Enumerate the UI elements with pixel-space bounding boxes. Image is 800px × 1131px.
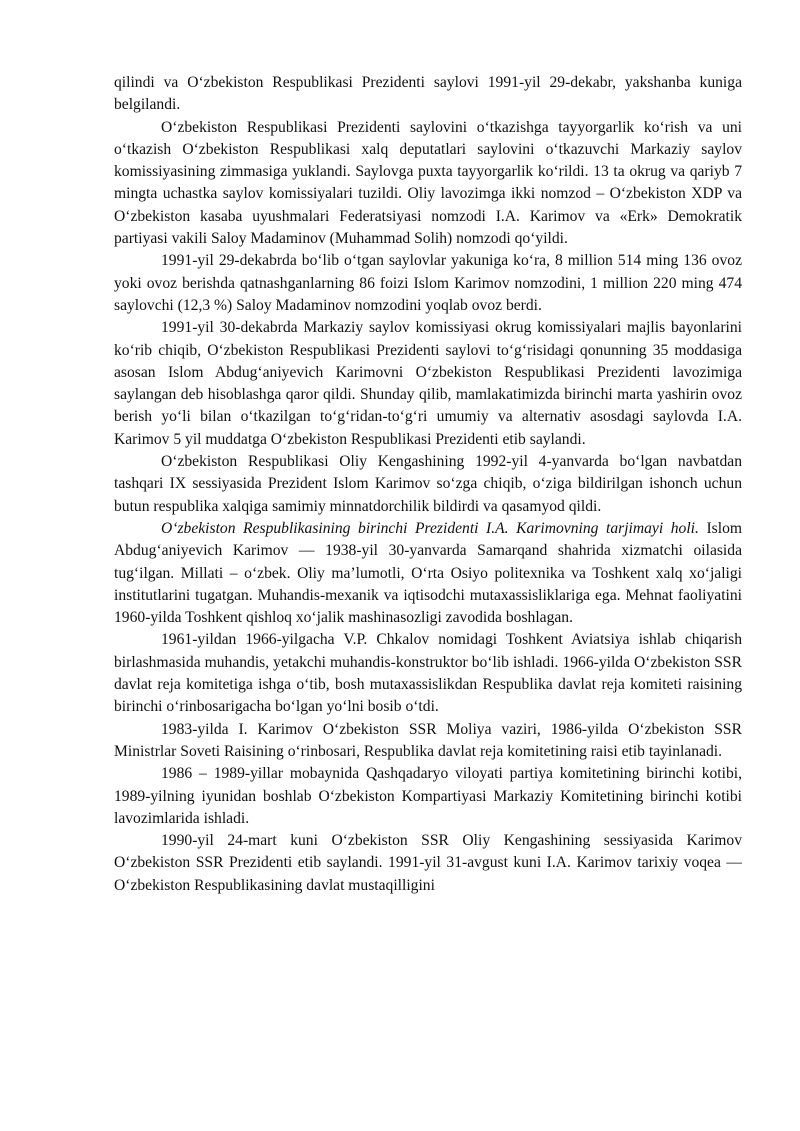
paragraph-career-1986: 1986 – 1989-yillar mobaynida Qashqadaryo viloyati partiya komitetining birinchi kotibi, 1989-yilning iyunidan boshlab O‘zbekiston Kompartiyasi Markaziy Komitetining birinchi kotibi lavozimlarida ishladi. <box>114 765 742 827</box>
paragraph-biography <box>114 518 742 629</box>
paragraph-career-1990: 1990-yil 24-mart kuni O‘zbekiston SSR Oliy Kengashining sessiyasida Karimov O‘zbekiston SSR Prezidenti etib saylandi. 1991-yil 31-avgust kuni I.A. Karimov tarixiy voqea — O‘zbekiston Respublikasining davlat mustaqilligini <box>114 832 742 894</box>
paragraph-oath: O‘zbekiston Respublikasi Oliy Kengashining 1992-yil 4-yanvarda bo‘lgan navbatdan tashqari IX sessiyasida Prezident Islom Karimov so‘zga chiqib, o‘ziga bildirilgan ishonch uchun butun respublika xalqiga samimiy minnatdorchilik bildirdi va qasamyod qildi. <box>114 453 742 515</box>
biography-heading: O‘zbekiston Respublikasining birinchi Prezidenti I.A. Karimovning tarjimayi holi. <box>161 519 699 537</box>
biography-text: Islom Abdug‘aniyevich Karimov — 1938-yil 30-yanvarda Samarqand shahrida xizmatchi oilasida tug‘ilgan. Millati – o‘zbek. Oliy ma’lumotli, O‘rta Osiyo politexnika va Toshkent xalq xo‘jaligi institutlarini tugatgan. Muhandis-mexanik va iqtisodchi mutaxassisliklariga ega. Mehnat faoliyatini 1960-yilda Toshkent qishloq xo‘jalik mashinasozligi zavodida boshlagan. <box>114 519 743 627</box>
paragraph-election-results: 1991-yil 29-dekabrda bo‘lib o‘tgan saylovlar yakuniga ko‘ra, 8 million 514 ming 136 ovoz yoki ovoz berishda qatnashganlarning 86 foizi Islom Karimov nomzodini, 1 million 220 ming 474 saylovchi (12,3 %) Saloy Madaminov nomzodini yoqlab ovoz berdi. <box>114 252 742 314</box>
paragraph-career-1961: 1961-yildan 1966-yilgacha V.P. Chkalov nomidagi Toshkent Aviatsiya ishlab chiqarish birlashmasida muhandis, yetakchi muhandis-konstruktor bo‘lib ishladi. 1966-yilda O‘zbekiston SSR davlat reja komitetiga ishga o‘tib, bosh mutaxassislikdan Respublika davlat reja komiteti raisining birinchi o‘rinbosarigacha bo‘lgan yo‘lni bosib o‘tdi. <box>114 631 742 716</box>
document-page <box>114 72 742 897</box>
paragraph-commission-decision: 1991-yil 30-dekabrda Markaziy saylov komissiyasi okrug komissiyalari majlis bayonlarini ko‘rib chiqib, O‘zbekiston Respublikasi Prezidenti saylovi to‘g‘risidagi qonunning 35 moddasiga asosan Islom Abdug‘aniyevich Karimovni O‘zbekiston Respublikasi Prezidenti lavozimiga saylangan deb hisoblashga qaror qildi. Shunday qilib, mamlakatimizda birinchi marta yashirin ovoz berish yo‘li bilan o‘tkazilgan to‘g‘ridan-to‘g‘ri umumiy va alternativ asosdagi saylovda I.A. Karimov 5 yil muddatga O‘zbekiston Respublikasi Prezidenti etib saylandi. <box>114 319 742 448</box>
paragraph-career-1983: 1983-yilda I. Karimov O‘zbekiston SSR Moliya vaziri, 1986-yilda O‘zbekiston SSR Ministrlar Soveti Raisining o‘rinbosari, Respublika davlat reja komitetining raisi etib tayinlanadi. <box>114 720 742 760</box>
paragraph-continuation: qilindi va O‘zbekiston Respublikasi Prezidenti saylovi 1991-yil 29-dekabr, yakshanba kuniga belgilandi. <box>114 74 742 114</box>
paragraph-election-preparation: O‘zbekiston Respublikasi Prezidenti saylovini o‘tkazishga tayyorgarlik ko‘rish va uni o‘tkazish O‘zbekiston Respublikasi xalq deputatlari saylovini o‘tkazuvchi Markaziy saylov komissiyasining zimmasiga yuklandi. Saylovga puxta tayyorgarlik ko‘rildi. 13 ta okrug va qariyb 7 mingta uchastka saylov komissiyalari tuzildi. Oliy lavozimga ikki nomzod – O‘zbekiston XDP va O‘zbekiston kasaba uyushmalari Federatsiyasi nomzodi I.A. Karimov va «Erk» Demokratik partiyasi vakili Saloy Madaminov (Muhammad Solih) nomzodi qo‘yildi. <box>114 118 742 248</box>
